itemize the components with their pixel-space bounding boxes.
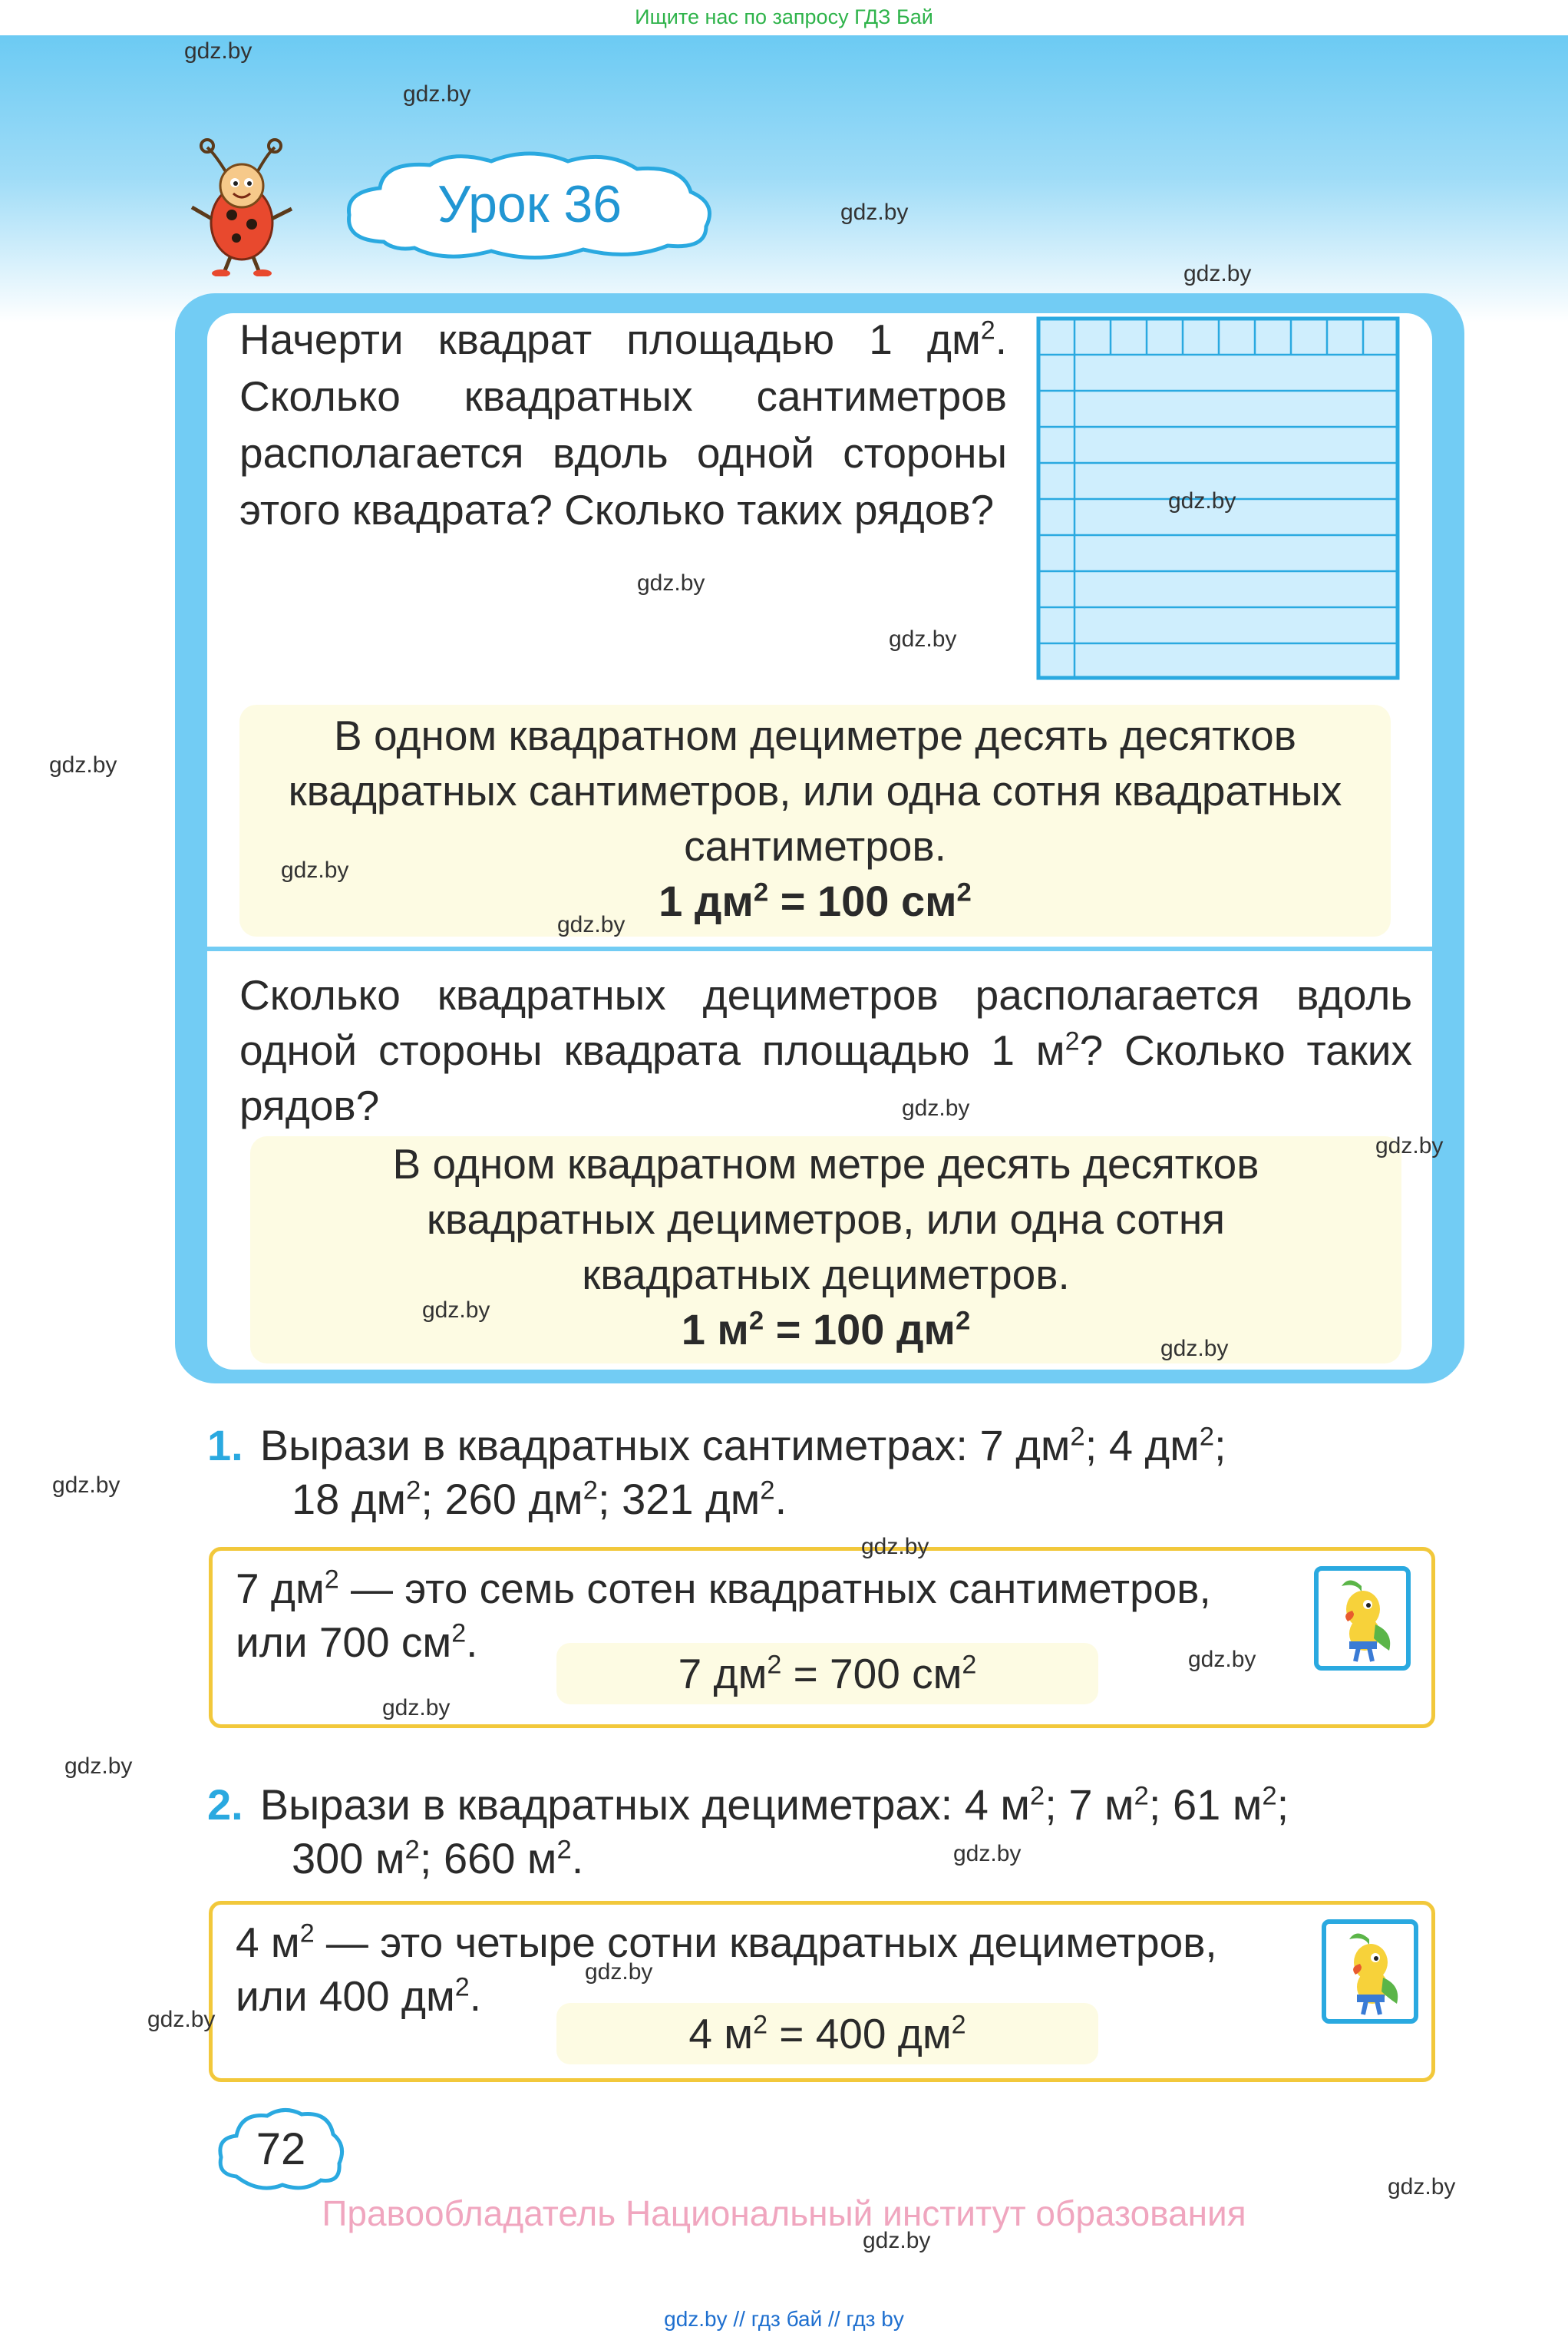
parrot-icon xyxy=(1326,1924,1414,2019)
footer-links[interactable]: gdz.by // гдз бай // гдз by xyxy=(664,2307,904,2331)
example-1-equation: 7 $дм^2 = 700$ $см^2$ xyxy=(556,1643,1098,1704)
example-1-text: 7 $дм^2$ — это семь сотен квадратных сантиметров, или 700 $см^2$. xyxy=(236,1565,1211,1666)
lesson-title: Урок 36 xyxy=(437,175,622,233)
watermark: gdz.by xyxy=(422,1297,490,1323)
copyright-owner: Правообладатель Национальный институт образования xyxy=(322,2193,1246,2233)
example-2-text: 4 $м^2$ — это четыре сотни квадратных дециметров, или 400 $дм^2$. xyxy=(236,1919,1217,2020)
top-banner[interactable]: Ищите нас по запросу ГДЗ Бай xyxy=(0,0,1568,35)
rule-1 xyxy=(239,705,1391,937)
watermark: gdz.by xyxy=(52,1472,120,1498)
watermark: gdz.by xyxy=(840,200,909,225)
watermark: gdz.by xyxy=(281,858,349,883)
watermark: gdz.by xyxy=(889,626,957,652)
watermark: gdz.by xyxy=(1188,1647,1256,1672)
task-2-number: 2. xyxy=(207,1780,243,1829)
parrot-hint-icon[interactable] xyxy=(1314,1566,1411,1671)
task-1-number: 1. xyxy=(207,1421,243,1469)
watermark: gdz.by xyxy=(403,81,471,107)
question-1: Начерти квадрат площадью 1 $дм^2$. Сколько квадратных сантиметров располагается вдоль одной стороны этого квадрата? Сколько таких рядов? xyxy=(239,316,1007,534)
task-1: 1. Вырази в квадратных сантиметрах: 7 $дм^2$; 4 $дм^2$; 18 $дм^2$; 260 $дм^2$; 321 $дм^2$. xyxy=(207,1421,1226,1523)
rule-2-text: В одном квадратном метре десять десятков квадратных дециметров, или одна сотня квадратных дециметров. xyxy=(392,1140,1259,1298)
frame-divider xyxy=(207,947,1432,951)
watermark: gdz.by xyxy=(863,2228,931,2253)
watermark: gdz.by xyxy=(1183,261,1252,286)
parrot-hint-icon-2[interactable] xyxy=(1322,1919,1418,2024)
parrot-icon xyxy=(1319,1571,1406,1666)
ladybug-mascot-icon xyxy=(184,138,299,276)
watermark: gdz.by xyxy=(861,1534,929,1559)
watermark: gdz.by xyxy=(557,912,626,937)
rule-1-text: В одном квадратном дециметре десять десятков квадратных сантиметров, или одна сотня квадратных сантиметров. xyxy=(288,712,1342,870)
lesson-title-cloud xyxy=(338,150,721,265)
watermark: gdz.by xyxy=(1388,2174,1456,2200)
page-number-cloud xyxy=(213,2104,348,2196)
watermark: gdz.by xyxy=(1168,488,1236,514)
watermark: gdz.by xyxy=(953,1841,1022,1866)
watermark: gdz.by xyxy=(147,2007,216,2032)
page-number: 72 xyxy=(256,2124,306,2174)
task-2: 2. Вырази в квадратных дециметрах: 4 $м^2$; 7 $м^2$; 61 $м^2$; 300 $м^2$; 660 $м^2$. xyxy=(207,1780,1289,1882)
watermark: gdz.by xyxy=(49,752,117,778)
rule-1-formula: 1 $дм^2 = 100$ $см^2$ xyxy=(659,877,972,925)
watermark: gdz.by xyxy=(902,1096,970,1121)
watermark: gdz.by xyxy=(184,38,253,64)
watermark: gdz.by xyxy=(1375,1133,1444,1158)
rule-2-formula: 1 $м^2 = 100$ $дм^2$ xyxy=(681,1305,971,1353)
watermark: gdz.by xyxy=(637,570,705,596)
example-2-equation: 4 $м^2 = 400$ $дм^2$ xyxy=(556,2003,1098,2064)
watermark: gdz.by xyxy=(1160,1336,1229,1361)
example-2-box xyxy=(209,1901,1435,2082)
rule-2 xyxy=(250,1136,1401,1363)
watermark: gdz.by xyxy=(64,1753,133,1779)
watermark: gdz.by xyxy=(585,1959,653,1985)
question-2: Сколько квадратных дециметров располагается вдоль одной стороны квадрата площадью 1 $м^2$? Сколько таких рядов? xyxy=(239,971,1412,1129)
watermark: gdz.by xyxy=(382,1695,451,1720)
